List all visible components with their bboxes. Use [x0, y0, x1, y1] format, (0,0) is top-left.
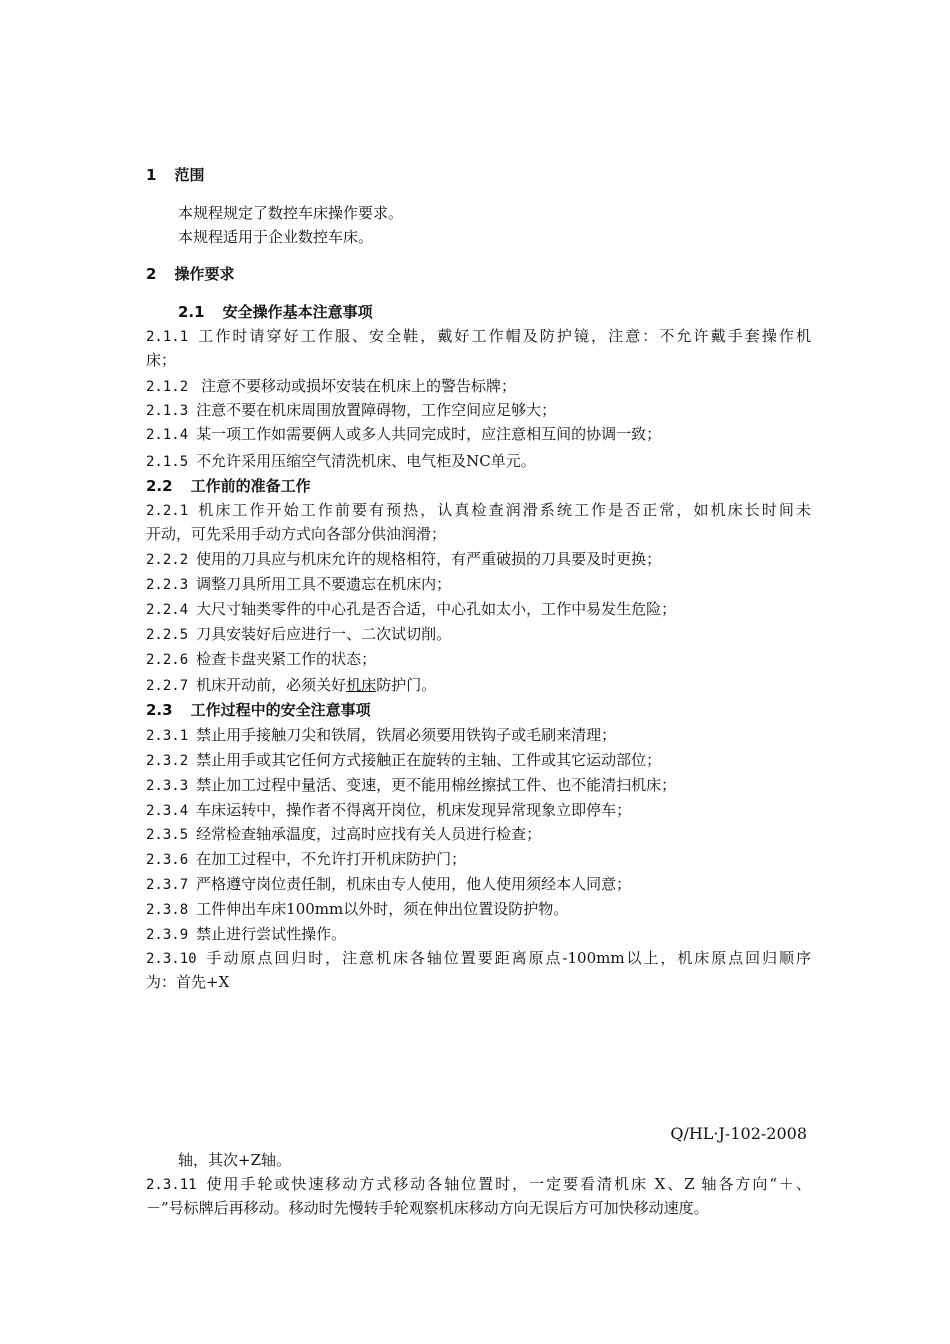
item-text: 检查卡盘夹紧工作的状态；	[196, 650, 377, 668]
item-number: 2.2.4	[146, 602, 189, 618]
item-text: 注意不要在机床周围放置障碍物，工作空间应足够大；	[196, 401, 557, 419]
list-item	[146, 673, 811, 698]
item-number: 2.1.5	[146, 454, 189, 470]
item-number: 2.2.1	[146, 503, 189, 519]
list-item	[146, 946, 811, 971]
item-number: 2.3.1	[146, 728, 189, 744]
item-text: 禁止进行尝试性操作。	[196, 925, 347, 943]
list-item	[146, 422, 811, 447]
item-continuation: 开动，可先采用手动方式向各部分供油润滑；	[146, 525, 447, 543]
section-2-heading	[146, 262, 811, 286]
item-text: 刀具安装好后应进行一、二次试切削。	[196, 625, 452, 643]
list-item	[146, 773, 811, 798]
section-1-heading	[146, 163, 811, 187]
list-item	[146, 498, 811, 523]
item-number: 2.3.7	[146, 877, 189, 893]
underlined-term: 机床	[346, 676, 377, 694]
document-code: Q/HL·J-102-2008	[670, 1124, 807, 1143]
subsection-title: 工作过程中的安全注意事项	[190, 701, 371, 719]
item-number: 2.2.7	[146, 678, 189, 694]
item-number: 2.1.4	[146, 427, 189, 443]
subsection-title: 安全操作基本注意事项	[222, 303, 373, 321]
item-text: 禁止用手接触刀尖和铁屑，铁屑必须要用铁钩子或毛刷来清理；	[196, 726, 617, 744]
section-number: 2	[146, 265, 157, 283]
item-continuation: 为：首先+X	[146, 973, 230, 991]
list-item	[146, 822, 811, 847]
list-item	[146, 398, 811, 423]
item-number: 2.3.4	[146, 803, 189, 819]
item-number: 2.2.5	[146, 627, 189, 643]
item-text: 不允许采用压缩空气清洗机床、电气柜及NC单元。	[196, 452, 536, 470]
item-number: 2.3.11	[146, 1177, 197, 1193]
item-number: 2.1.2	[146, 379, 189, 395]
item-number: 2.3.10	[146, 951, 197, 967]
item-number: 2.1.3	[146, 403, 189, 419]
item-text: 大尺寸轴类零件的中心孔是否合适，中心孔如太小，工作中易发生危险；	[196, 600, 677, 618]
subsection-number: 2.2	[146, 477, 173, 495]
item-text: 在加工过程中，不允许打开机床防护门；	[196, 850, 467, 868]
list-item	[146, 798, 811, 823]
list-item	[146, 748, 811, 773]
item-text: 工件伸出车床100mm以外时，须在伸出位置设防护物。	[196, 900, 569, 918]
item-text: 手动原点回归时，注意机床各轴位置要距离原点-100mm以上，机床原点回归顺序	[204, 949, 811, 967]
item-number: 2.2.2	[146, 552, 189, 568]
list-item	[146, 847, 811, 872]
subsection-2-3-heading	[146, 698, 811, 722]
subsection-2-2-heading	[146, 474, 811, 498]
item-continuation: 轴，其次+Z轴。	[178, 1151, 291, 1169]
paragraph: 本规程适用于企业数控车床。	[178, 228, 374, 246]
list-item	[146, 897, 811, 922]
item-text: 严格遵守岗位责任制，机床由专人使用，他人使用须经本人同意；	[196, 875, 632, 893]
item-text: 车床运转中，操作者不得离开岗位，机床发现异常现象立即停车；	[196, 801, 632, 819]
paragraph: 本规程规定了数控车床操作要求。	[178, 204, 404, 222]
item-text: 经常检查轴承温度，过高时应找有关人员进行检查；	[196, 825, 542, 843]
section-title: 范围	[174, 166, 205, 184]
subsection-number: 2.3	[146, 701, 173, 719]
subsection-title: 工作前的准备工作	[190, 477, 311, 495]
item-text: 工作时请穿好工作服、安全鞋，戴好工作帽及防护镜，注意：不允许戴手套操作机	[196, 327, 811, 345]
item-text: 防护门。	[376, 676, 437, 694]
list-item	[146, 872, 811, 897]
item-text: 使用手轮或快速移动方式移动各轴位置时，一定要看清机床 X、Z 轴各方向“＋、	[204, 1175, 811, 1193]
item-text: 使用的刀具应与机床允许的规格相符，有严重破损的刀具要及时更换；	[196, 550, 662, 568]
item-number: 2.3.5	[146, 827, 189, 843]
list-item	[146, 622, 811, 647]
list-item	[146, 572, 811, 597]
list-item	[146, 922, 811, 947]
item-number: 2.3.8	[146, 902, 189, 918]
item-continuation: －”号标牌后再移动。移动时先慢转手轮观察机床移动方向无误后方可加快移动速度。	[146, 1199, 709, 1217]
item-number: 2.3.6	[146, 852, 189, 868]
list-item	[146, 324, 811, 349]
item-text: 调整刀具所用工具不要遗忘在机床内；	[196, 575, 452, 593]
item-text: 注意不要移动或损坏安装在机床上的警告标牌；	[200, 377, 516, 395]
list-item	[146, 1172, 811, 1197]
item-text: 禁止用手或其它任何方式接触正在旋转的主轴、工件或其它运动部位；	[196, 751, 662, 769]
item-text: 机床开动前，必须关好	[196, 676, 347, 694]
list-item	[146, 723, 811, 748]
item-number: 2.2.3	[146, 577, 189, 593]
item-number: 2.3.9	[146, 927, 189, 943]
section-title: 操作要求	[174, 265, 235, 283]
subsection-number: 2.1	[178, 303, 205, 321]
item-number: 2.3.2	[146, 753, 189, 769]
item-text: 禁止加工过程中量活、变速，更不能用棉丝擦拭工件、也不能清扫机床；	[196, 776, 677, 794]
item-text: 某一项工作如需要俩人或多人共同完成时，应注意相互间的协调一致；	[196, 425, 662, 443]
list-item	[146, 597, 811, 622]
item-text: 机床工作开始工作前要有预热，认真检查润滑系统工作是否正常，如机床长时间未	[196, 501, 811, 519]
list-item	[146, 647, 811, 672]
item-number: 2.2.6	[146, 652, 189, 668]
item-number: 2.3.3	[146, 778, 189, 794]
section-number: 1	[146, 166, 157, 184]
list-item	[146, 547, 811, 572]
list-item	[146, 374, 811, 399]
item-number: 2.1.1	[146, 329, 189, 345]
item-continuation: 床；	[146, 351, 177, 369]
subsection-2-1-heading	[178, 300, 843, 324]
list-item	[146, 449, 811, 474]
